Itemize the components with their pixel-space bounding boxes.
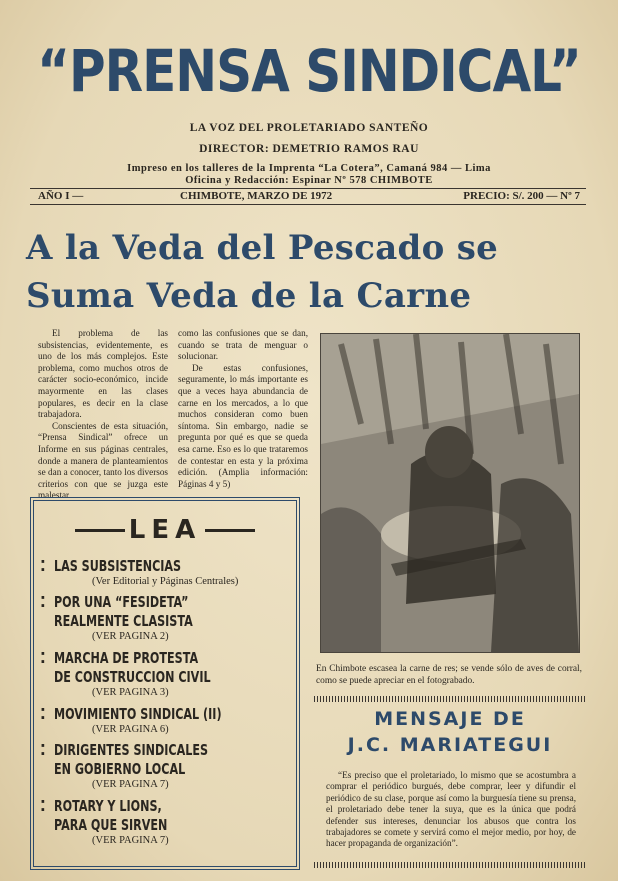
lea-item: [40, 593, 294, 643]
lea-item-headline-2: PARA QUE SIRVEN: [54, 816, 168, 834]
bullet-icon: ⁚: [40, 705, 46, 723]
headline-line-1: A la Veda del Pescado se: [26, 228, 499, 268]
director-line: DIRECTOR: DEMETRIO RAMOS RAU: [199, 143, 419, 155]
lea-item-headline: LAS SUBSISTENCIAS: [54, 557, 182, 575]
office-line: Oficina y Redacción: Espinar Nº 578 CHIMBOTE: [185, 175, 433, 186]
bullet-icon: ⁚: [40, 741, 46, 759]
lea-item-ref: (VER PAGINA 3): [92, 687, 169, 698]
bullet-icon: ⁚: [40, 797, 46, 815]
tick-border-bottom: [314, 862, 586, 868]
mensaje-title-2: J.C. MARIATEGUI: [347, 734, 553, 756]
lea-item-headline-2: DE CONSTRUCCION CIVIL: [54, 668, 211, 686]
article-paragraph: El problema de las subsistencias, evidentemente, es uno de los más complejos. Este problema, como muchos otros de carácter socio-económico, incide mayormente en las clases populares, es decir en la clase trabajadora.: [38, 328, 168, 420]
lea-item: [40, 741, 294, 791]
lea-box: [30, 497, 300, 870]
dash-rule: [75, 529, 125, 532]
lea-item-headline-2: REALMENTE CLASISTA: [54, 612, 193, 630]
bullet-icon: ⁚: [40, 649, 46, 667]
issue-year: AÑO I —: [38, 190, 84, 202]
lea-title: [34, 515, 296, 545]
article-column-2: [178, 328, 308, 490]
lea-item: [40, 705, 294, 736]
article-paragraph: Conscientes de esta situación, “Prensa Sindical” ofrece un Informe en sus páginas centrales, donde a manera de planteamientos se dan a conocer, tanto los diversos criterios con que se juzga este malestar: [38, 420, 168, 501]
issue-price: PRECIO: S/. 200 — Nº 7: [463, 190, 580, 202]
article-paragraph: como las confusiones que se dan, cuando se trata de menguar o solucionar.: [178, 328, 308, 362]
lea-item: [40, 797, 294, 847]
lea-item-headline: POR UNA “FESIDETA”: [54, 593, 189, 611]
mensaje-title-1: MENSAJE DE: [374, 708, 526, 730]
lea-item: [40, 649, 294, 699]
article-paragraph: De estas confusiones, seguramente, lo más importante es que a veces haya abundancia de carne en los mercados, a lo que muchos consideran como buen síntoma. Sin embargo, nadie se pregunta por qué es que se queda esa carne. Eso es lo que trataremos de contestar en esta y la próxima edición. (Amplia información: Páginas 4 y 5): [178, 362, 308, 489]
masthead-title: “PRENSA SINDICAL”: [37, 38, 581, 105]
tick-border-top: [314, 696, 586, 702]
lea-item-headline: ROTARY Y LIONS,: [54, 797, 162, 815]
printer-line: Impreso en los talleres de la Imprenta “La Cotera”, Camaná 984 — Lima: [127, 163, 491, 174]
headline-line-2: Suma Veda de la Carne: [26, 276, 472, 316]
lea-item-ref: (VER PAGINA 6): [92, 724, 169, 735]
lea-item-headline: MARCHA DE PROTESTA: [54, 649, 199, 667]
bottom-rule: [30, 204, 586, 205]
lea-item: [40, 557, 294, 588]
lea-title-text: LEA: [128, 515, 202, 545]
lea-item-ref: (VER PAGINA 7): [92, 779, 169, 790]
issue-date: CHIMBOTE, MARZO DE 1972: [180, 190, 333, 202]
lea-item-headline: MOVIMIENTO SINDICAL (II): [54, 705, 222, 723]
photo-caption: En Chimbote escasea la carne de res; se vende sólo de aves de corral, como se puede apreciar en el fotograbado.: [316, 664, 582, 686]
article-column-1: [38, 328, 168, 502]
bullet-icon: ⁚: [40, 593, 46, 611]
lea-item-ref: (VER PAGINA 7): [92, 835, 169, 846]
lea-item-ref: (Ver Editorial y Páginas Centrales): [92, 576, 239, 587]
mensaje-box: [314, 696, 586, 868]
mensaje-quote: “Es preciso que el proletariado, lo mismo que se acostumbra a comprar el periódico burgués, debe comprar, leer y difundir el periódico de su clase, porque así como la burguesía tiene su prensa, el proletariado debe tener la suya, que es la única que podrá defender sus intereses, denunciar los abusos que contra los trabajadores se comete y servirá como el mejor medio, por hoy, de hacer propaganda de organización”.: [326, 770, 576, 849]
bullet-icon: ⁚: [40, 557, 46, 575]
tagline: LA VOZ DEL PROLETARIADO SANTEÑO: [189, 122, 429, 134]
dash-rule: [205, 529, 255, 532]
lea-item-headline-2: EN GOBIERNO LOCAL: [54, 760, 186, 778]
lea-item-headline: DIRIGENTES SINDICALES: [54, 741, 208, 759]
lea-item-ref: (VER PAGINA 2): [92, 631, 169, 642]
top-rule: [30, 188, 586, 189]
market-photo: [320, 333, 580, 653]
